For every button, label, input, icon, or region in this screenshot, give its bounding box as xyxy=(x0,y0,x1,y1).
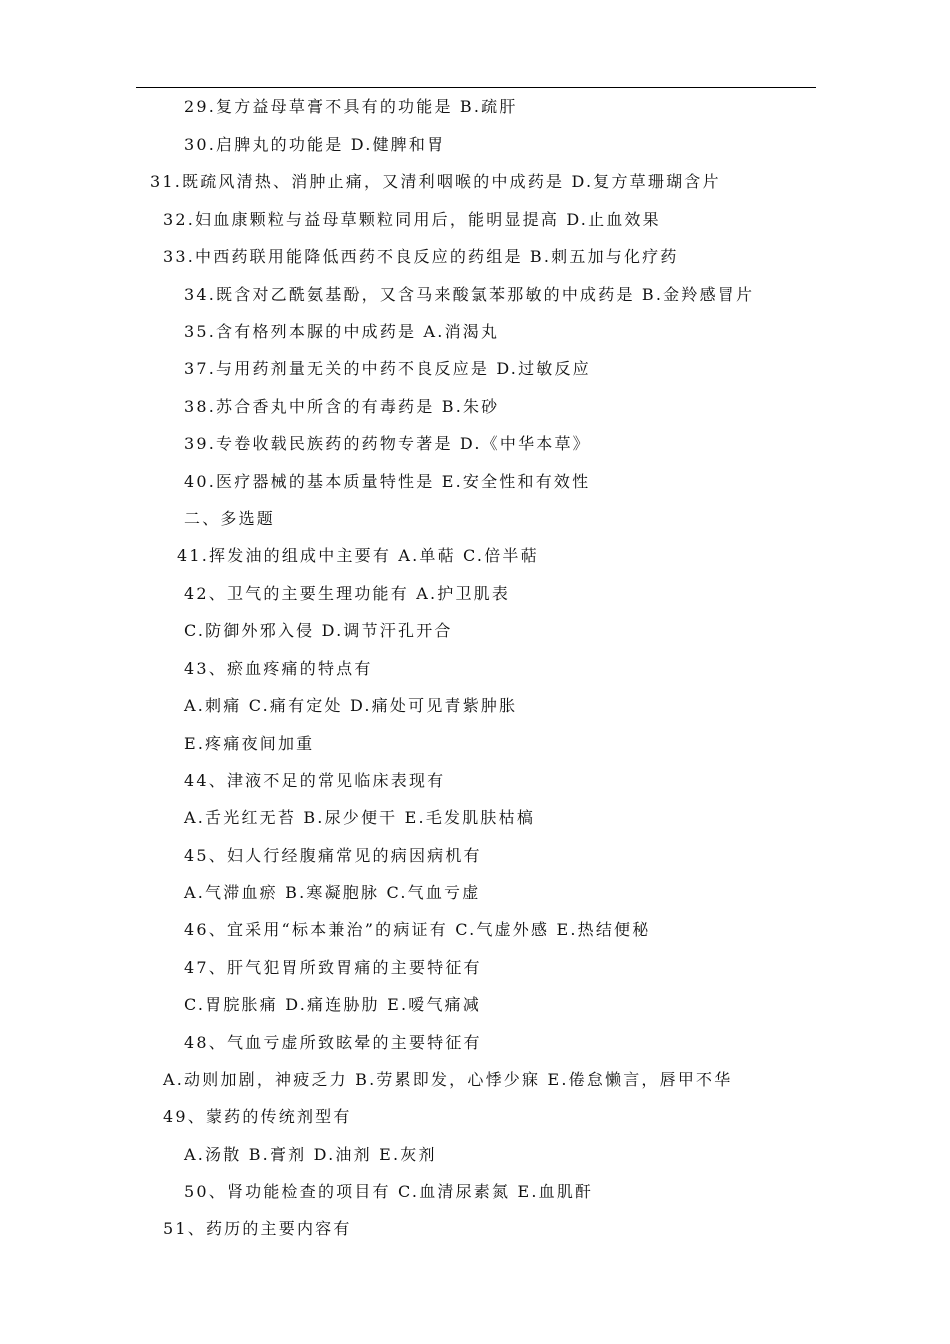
question-37: 37.与用药剂量无关的中药不良反应是 D.过敏反应 xyxy=(184,359,591,378)
question-51: 51、药历的主要内容有 xyxy=(163,1219,352,1238)
question-44-answers: A.舌光红无苔 B.尿少便干 E.毛发肌肤枯槁 xyxy=(184,808,536,827)
question-35: 35.含有格列本脲的中成药是 A.消渴丸 xyxy=(184,322,500,341)
question-33: 33.中西药联用能降低西药不良反应的药组是 B.刺五加与化疗药 xyxy=(163,247,679,266)
question-38: 38.苏合香丸中所含的有毒药是 B.朱砂 xyxy=(184,397,500,416)
question-34: 34.既含对乙酰氨基酚，又含马来酸氯苯那敏的中成药是 B.金羚感冒片 xyxy=(184,285,755,304)
question-40: 40.医疗器械的基本质量特性是 E.安全性和有效性 xyxy=(184,472,591,491)
question-43: 43、瘀血疼痛的特点有 xyxy=(184,659,373,678)
question-49: 49、蒙药的传统剂型有 xyxy=(163,1107,352,1126)
question-48-answers: A.动则加剧，神疲乏力 B.劳累即发，心悸少寐 E.倦怠懒言，唇甲不华 xyxy=(163,1070,733,1089)
question-43-answers: A.刺痛 C.痛有定处 D.痛处可见青紫肿胀 xyxy=(184,696,518,715)
header-rule xyxy=(136,87,816,88)
question-49-answers: A.汤散 B.膏剂 D.油剂 E.灰剂 xyxy=(184,1145,437,1164)
question-30: 30.启脾丸的功能是 D.健脾和胃 xyxy=(184,135,446,154)
question-45-answers: A.气滞血瘀 B.寒凝胞脉 C.气血亏虚 xyxy=(184,883,481,902)
question-50: 50、肾功能检查的项目有 C.血清尿素氮 E.血肌酐 xyxy=(184,1182,594,1201)
question-32: 32.妇血康颗粒与益母草颗粒同用后，能明显提高 D.止血效果 xyxy=(163,210,661,229)
section-heading-multiple-choice: 二、多选题 xyxy=(184,509,276,528)
question-31: 31.既疏风清热、消肿止痛，又清利咽喉的中成药是 D.复方草珊瑚含片 xyxy=(150,172,721,191)
question-45: 45、妇人行经腹痛常见的病因病机有 xyxy=(184,846,482,865)
question-39: 39.专卷收载民族药的药物专著是 D.《中华本草》 xyxy=(184,434,591,453)
question-29: 29.复方益母草膏不具有的功能是 B.疏肝 xyxy=(184,97,518,116)
question-46: 46、宜采用“标本兼治”的病证有 C.气虚外感 E.热结便秘 xyxy=(184,920,651,939)
question-47-answers: C.胃脘胀痛 D.痛连胁肋 E.嗳气痛减 xyxy=(184,995,482,1014)
question-44: 44、津液不足的常见临床表现有 xyxy=(184,771,446,790)
question-48: 48、气血亏虚所致眩晕的主要特征有 xyxy=(184,1033,482,1052)
question-47: 47、肝气犯胃所致胃痛的主要特征有 xyxy=(184,958,482,977)
question-42: 42、卫气的主要生理功能有 A.护卫肌表 xyxy=(184,584,511,603)
question-43-answers-cont: E.疼痛夜间加重 xyxy=(184,734,315,753)
question-41: 41.挥发油的组成中主要有 A.单萜 C.倍半萜 xyxy=(177,546,539,565)
question-42-answers: C.防御外邪入侵 D.调节汗孔开合 xyxy=(184,621,453,640)
